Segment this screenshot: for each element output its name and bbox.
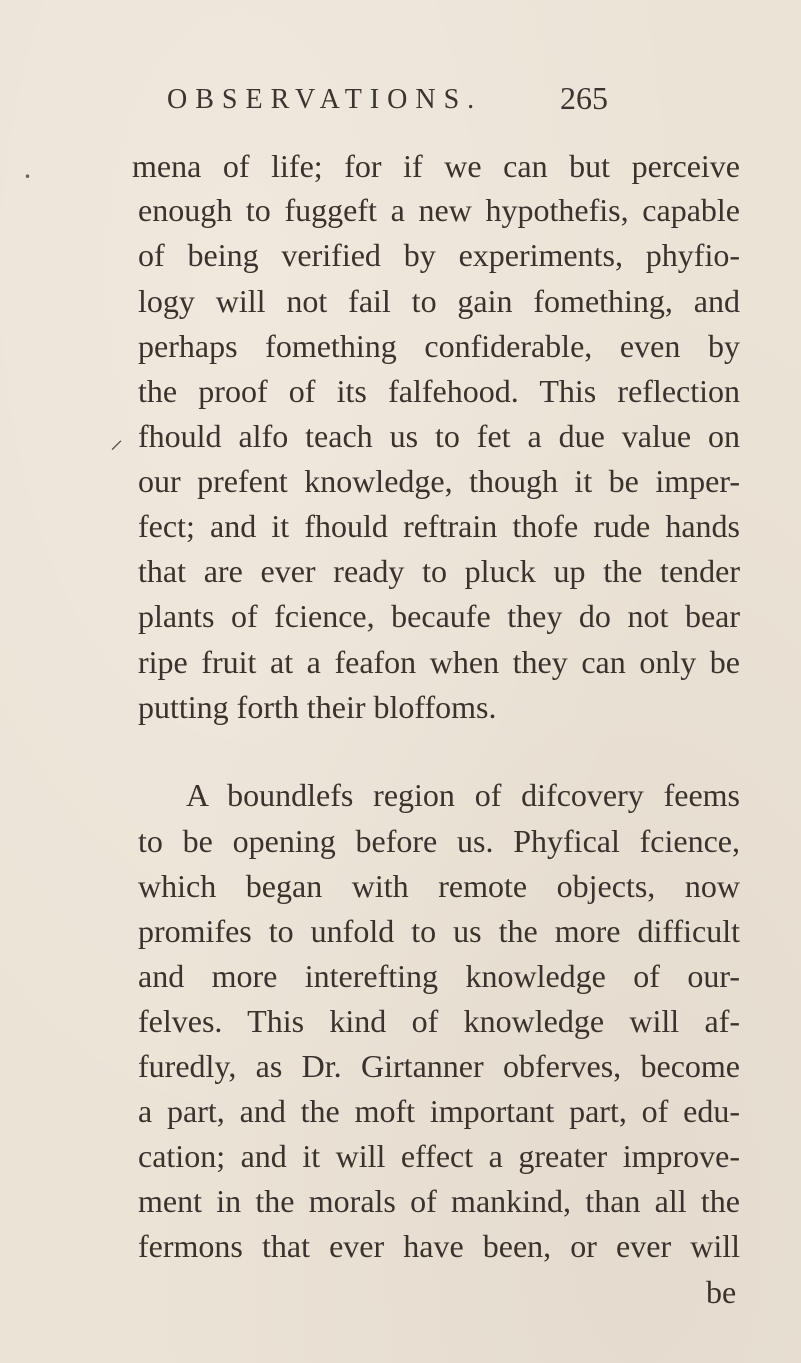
running-head-title: OBSERVATIONS. [167,84,483,115]
text-line: fhould alfo teach us to fet a due value on [138,418,740,454]
text-line: felves. This kind of knowledge will af- [138,1003,740,1039]
text-line: A boundlefs region of difcovery feems [186,777,740,813]
text-line: that are ever ready to pluck up the tender [138,553,740,589]
margin-ink-mark: ⸝ [110,425,124,455]
text-line: perhaps fomething confiderable, even by [138,328,740,364]
text-line: ment in the morals of mankind, than all the [138,1183,740,1219]
text-line: a part, and the moft important part, of edu- [138,1093,740,1129]
text-line: mena of life; for if we can but perceive [132,148,740,184]
text-line: which began with remote objects, now [138,868,740,904]
text-line: logy will not fail to gain fomething, and [138,283,740,319]
text-line: fect; and it fhould reftrain thofe rude hands [138,508,740,544]
text-line: of being verified by experiments, phyfio- [138,237,740,273]
text-line: cation; and it will effect a greater improve- [138,1138,740,1174]
text-line: furedly, as Dr. Girtanner obferves, become [138,1048,740,1084]
text-line: ripe fruit at a feafon when they can only be [138,644,740,680]
text-line: enough to fuggeft a new hypothefis, capable [138,192,740,228]
page-number: 265 [560,80,608,116]
text-line: putting forth their bloffoms. [138,689,497,725]
text-line: and more interefting knowledge of our- [138,958,740,994]
text-line: to be opening before us. Phyfical fcience, [138,823,740,859]
text-line: fermons that ever have been, or ever will [138,1228,740,1264]
catchword: be [706,1274,737,1310]
text-line: plants of fcience, becaufe they do not bear [138,598,740,634]
text-line: our prefent knowledge, though it be imper- [138,463,740,499]
text-line: promifes to unfold to us the more difficult [138,913,740,949]
text-line: the proof of its falfehood. This reflection [138,373,740,409]
margin-speck-mark: • [24,170,32,184]
